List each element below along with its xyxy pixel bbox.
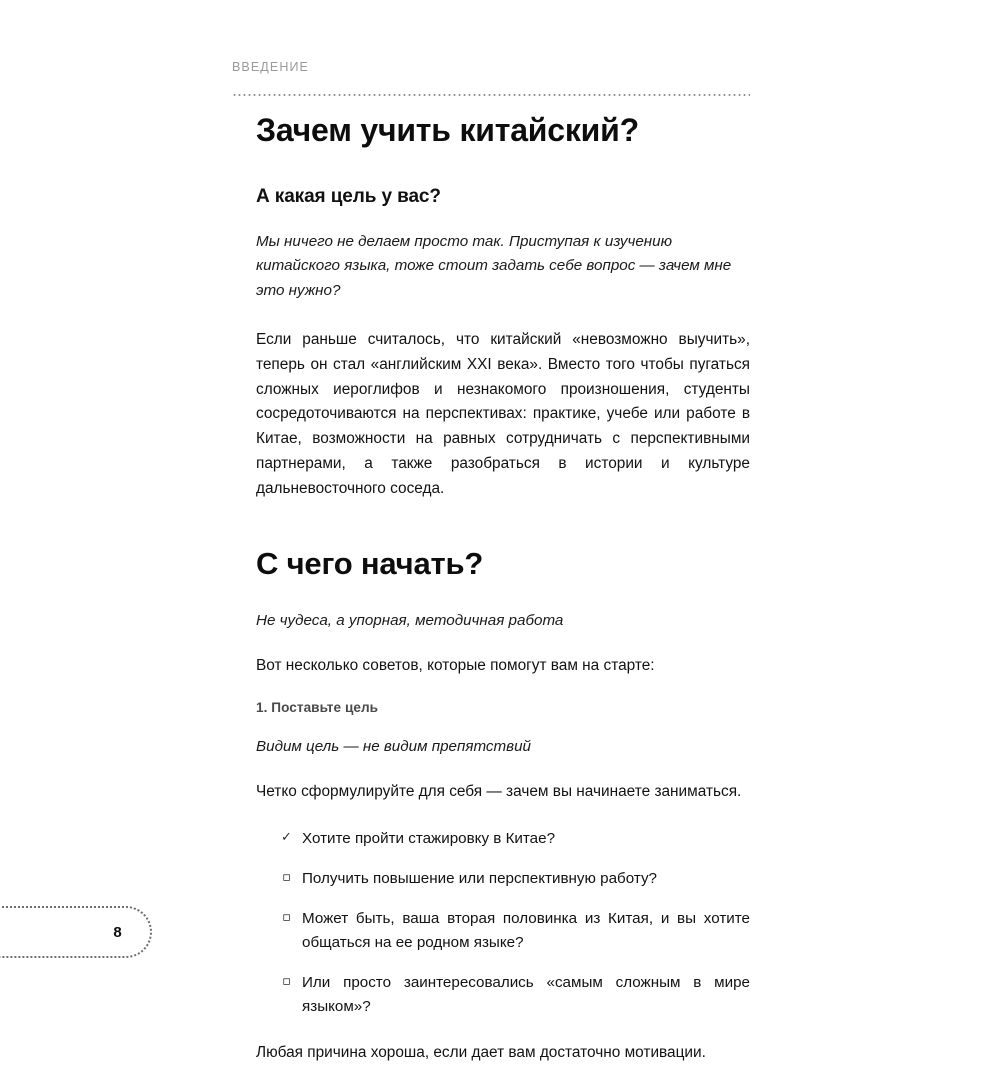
header-dotted-rule (232, 94, 750, 96)
checkbox-empty-icon[interactable]: ▫ (282, 910, 291, 926)
list-item[interactable] (280, 971, 750, 1019)
checkbox-checked-icon[interactable]: ✓ (281, 830, 292, 846)
checkbox-empty-icon[interactable]: ▫ (282, 870, 291, 886)
lead-paragraph-intro: Мы ничего не делаем просто так. Приступая к изучению китайского языка, тоже стоит задать себе вопрос — зачем мне это нужно? (256, 232, 732, 299)
list-item-label: Хотите пройти стажировку в Китае? (302, 830, 556, 848)
list-item-label: Или просто заинтересовались «самым сложным в мире языком»? (302, 974, 750, 1016)
subheading-what-is-your-goal: А какая цель у вас? (256, 185, 441, 207)
body-paragraph-formulate-for-yourself: Четко сформулируйте для себя — зачем вы начинаете заниматься. (256, 783, 742, 801)
goal-checklist (256, 827, 750, 1019)
lead-paragraph-no-miracles: Не чудеса, а упорная, методичная работа (256, 611, 564, 629)
lead-paragraph-see-the-goal: Видим цель — не видим препятствий (256, 738, 531, 756)
closing-paragraph-any-reason-is-good: Любая причина хороша, если дает вам достаточно мотивации. (256, 1044, 706, 1062)
checkbox-empty-icon[interactable]: ▫ (282, 974, 291, 990)
body-paragraph-english-of-21st-century: Если раньше считалось, что китайский «невозможно выучить», теперь он стал «английским XXI века». Вместо того чтобы пугаться сложных иероглифов и незнакомого произношения, студенты сосредоточиваются на перспективах: практике, учебе или работе в Китае, возможности на равных сотрудничать с перспективными партнерами, а также разобраться в истории и культуре дальневосточного соседа. (256, 330, 750, 498)
list-item[interactable] (280, 907, 750, 955)
step-title-set-a-goal: 1. Поставьте цель (256, 700, 379, 716)
list-item[interactable] (280, 827, 750, 851)
page-number: 8 (113, 923, 122, 941)
chapter-title-why-learn-chinese: Зачем учить китайский? (256, 112, 639, 148)
text-column (256, 112, 750, 1066)
list-item[interactable] (280, 867, 750, 891)
chapter-title-where-to-start: С чего начать? (256, 546, 484, 582)
list-item-label: Может быть, ваша вторая половинка из Китая, и вы хотите общаться на ее родном языке? (302, 910, 750, 952)
page-number-badge (0, 906, 152, 958)
list-item-label: Получить повышение или перспективную работу? (302, 870, 658, 888)
intro-paragraph-tips: Вот несколько советов, которые помогут вам на старте: (256, 656, 655, 674)
running-head: ВВЕДЕНИЕ (232, 60, 309, 74)
